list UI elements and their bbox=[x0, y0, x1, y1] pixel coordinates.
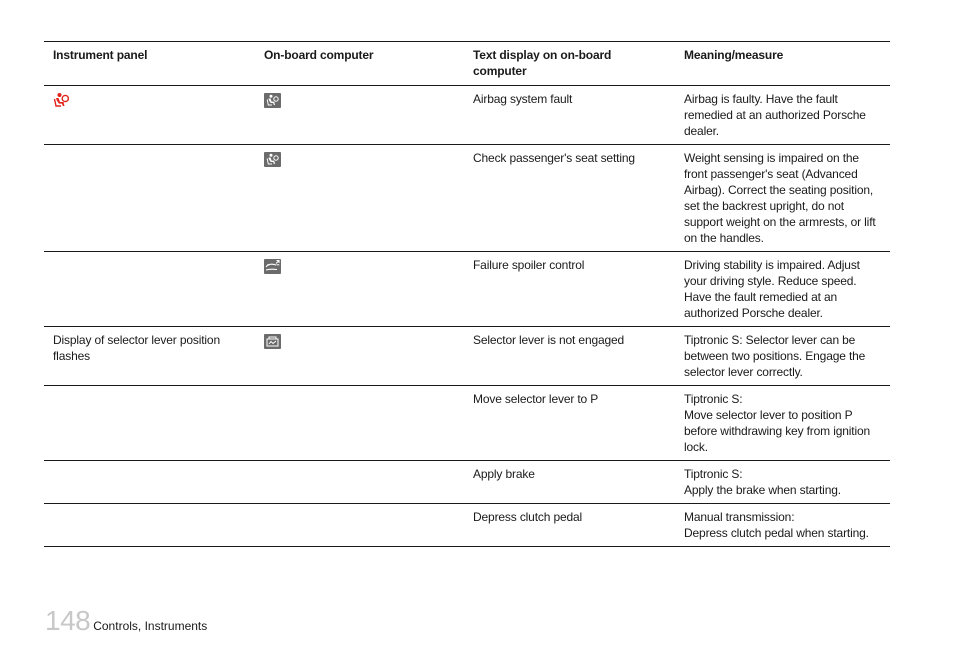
computer-cell bbox=[255, 461, 464, 504]
selector-lever-icon bbox=[264, 334, 281, 349]
airbag-seat-icon bbox=[264, 152, 281, 167]
meaning-cell: Weight sensing is impaired on the front passenger's seat (Advanced Airbag). Correct the seating position, set the backrest upright, do not support weight on the armrests, or lift on the handles. bbox=[675, 145, 890, 252]
table-row bbox=[44, 504, 890, 547]
display-text-cell: Apply brake bbox=[464, 461, 675, 504]
header-meaning: Meaning/measure bbox=[675, 42, 890, 86]
table-row bbox=[44, 252, 890, 327]
header-text-display: Text display on on-board computer bbox=[464, 42, 675, 86]
meaning-cell: Tiptronic S: Move selector lever to position P before withdrawing key from ignition lock. bbox=[675, 386, 890, 461]
meaning-cell: Airbag is faulty. Have the fault remedied at an authorized Porsche dealer. bbox=[675, 86, 890, 145]
computer-cell bbox=[255, 386, 464, 461]
computer-cell bbox=[255, 504, 464, 547]
page-number: 148 bbox=[45, 605, 91, 636]
page-footer bbox=[45, 602, 207, 636]
computer-cell bbox=[255, 327, 464, 386]
meaning-cell: Driving stability is impaired. Adjust your driving style. Reduce speed. Have the fault remedied at an authorized Porsche dealer. bbox=[675, 252, 890, 327]
header-onboard-computer: On-board computer bbox=[255, 42, 464, 86]
airbag-warning-icon bbox=[53, 92, 69, 108]
display-text-cell: Check passenger's seat setting bbox=[464, 145, 675, 252]
instrument-cell bbox=[44, 386, 255, 461]
instrument-messages-table-wrap bbox=[44, 41, 890, 547]
instrument-cell bbox=[44, 145, 255, 252]
display-text-cell: Move selector lever to P bbox=[464, 386, 675, 461]
instrument-cell: Display of selector lever position flashes bbox=[44, 327, 255, 386]
header-instrument-panel: Instrument panel bbox=[44, 42, 255, 86]
instrument-cell bbox=[44, 461, 255, 504]
spoiler-icon bbox=[264, 259, 281, 274]
meaning-cell: Tiptronic S: Apply the brake when starting. bbox=[675, 461, 890, 504]
computer-cell bbox=[255, 86, 464, 145]
airbag-seat-icon bbox=[264, 93, 281, 108]
display-text-cell: Failure spoiler control bbox=[464, 252, 675, 327]
display-text-cell: Selector lever is not engaged bbox=[464, 327, 675, 386]
table-row bbox=[44, 386, 890, 461]
computer-cell bbox=[255, 252, 464, 327]
section-title: Controls, Instruments bbox=[93, 619, 208, 633]
meaning-cell: Manual transmission: Depress clutch pedal when starting. bbox=[675, 504, 890, 547]
computer-cell bbox=[255, 145, 464, 252]
meaning-cell: Tiptronic S: Selector lever can be between two positions. Engage the selector lever correctly. bbox=[675, 327, 890, 386]
table-row bbox=[44, 86, 890, 145]
table-header-row bbox=[44, 42, 890, 86]
instrument-cell bbox=[44, 252, 255, 327]
table-row bbox=[44, 327, 890, 386]
display-text-cell: Airbag system fault bbox=[464, 86, 675, 145]
table-row bbox=[44, 145, 890, 252]
instrument-messages-table bbox=[44, 41, 890, 547]
instrument-cell bbox=[44, 504, 255, 547]
instrument-cell bbox=[44, 86, 255, 145]
display-text-cell: Depress clutch pedal bbox=[464, 504, 675, 547]
table-row bbox=[44, 461, 890, 504]
